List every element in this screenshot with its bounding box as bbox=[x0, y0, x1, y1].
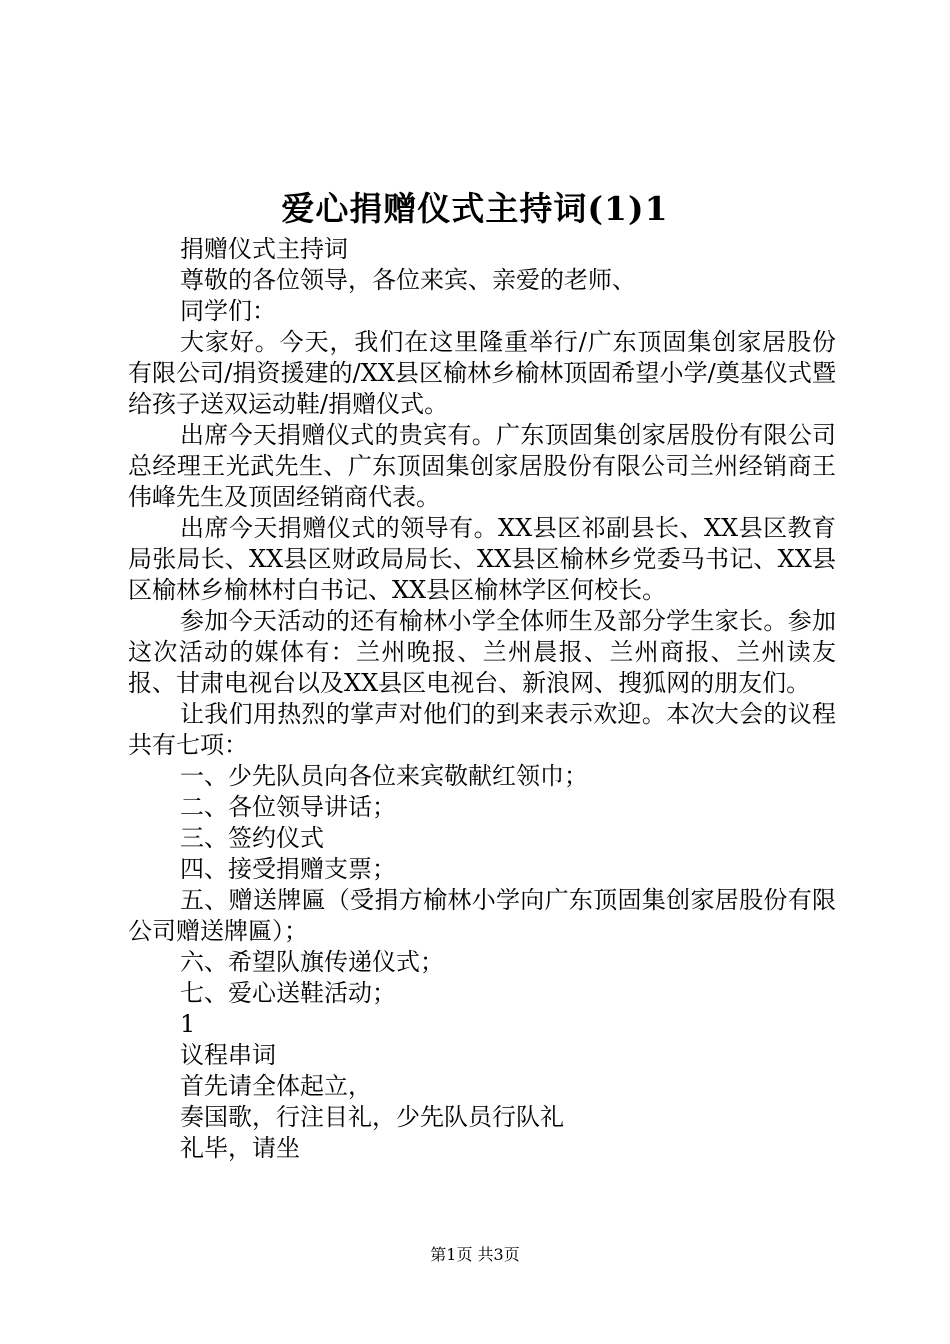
document-body bbox=[128, 234, 836, 1164]
paragraph: 大家好。今天，我们在这里隆重举行/广东顶固集创家居股份有限公司/捐资援建的/XX县区榆林乡榆林顶固希望小学/奠基仪式暨给孩子送双运动鞋/捐赠仪式。 bbox=[128, 328, 836, 418]
paragraph: 参加今天活动的还有榆林小学全体师生及部分学生家长。参加这次活动的媒体有：兰州晚报、兰州晨报、兰州商报、兰州读友报、甘肃电视台以及XX县区电视台、新浪网、搜狐网的朋友们。 bbox=[128, 607, 836, 697]
page-footer: 第1页 共3页 bbox=[430, 1245, 520, 1264]
paragraph: 议程串词 bbox=[180, 1041, 276, 1069]
paragraph: 奏国歌，行注目礼，少先队员行队礼 bbox=[180, 1103, 564, 1131]
paragraph: 礼毕，请坐 bbox=[180, 1134, 300, 1162]
paragraph: 出席今天捐赠仪式的贵宾有。广东顶固集创家居股份有限公司总经理王光武先生、广东顶固集创家居股份有限公司兰州经销商王伟峰先生及顶固经销商代表。 bbox=[128, 421, 836, 511]
agenda-item: 五、赠送牌匾（受捐方榆林小学向广东顶固集创家居股份有限公司赠送牌匾）； bbox=[128, 886, 836, 945]
paragraph: 尊敬的各位领导，各位来宾、亲爱的老师、 bbox=[180, 266, 636, 294]
agenda-item: 一、少先队员向各位来宾敬献红领巾； bbox=[180, 762, 588, 790]
paragraph: 同学们： bbox=[180, 297, 276, 325]
agenda-item: 七、爱心送鞋活动； bbox=[180, 979, 396, 1007]
paragraph: 出席今天捐赠仪式的领导有。XX县区祁副县长、XX县区教育局张局长、XX县区财政局局长、XX县区榆林乡党委马书记、XX县区榆林乡榆林村白书记、XX县区榆林学区何校长。 bbox=[128, 514, 836, 604]
paragraph: 让我们用热烈的掌声对他们的到来表示欢迎。本次大会的议程共有七项： bbox=[128, 700, 836, 759]
paragraph: 捐赠仪式主持词 bbox=[180, 235, 348, 263]
agenda-item: 四、接受捐赠支票； bbox=[180, 855, 396, 883]
agenda-item: 三、签约仪式 bbox=[180, 824, 324, 852]
agenda-item: 二、各位领导讲话； bbox=[180, 793, 396, 821]
paragraph: 首先请全体起立， bbox=[180, 1072, 372, 1100]
agenda-item: 六、希望队旗传递仪式； bbox=[180, 948, 444, 976]
document-title: 爱心捐赠仪式主持词(1)1 bbox=[281, 189, 669, 228]
paragraph: 1 bbox=[180, 1010, 196, 1038]
